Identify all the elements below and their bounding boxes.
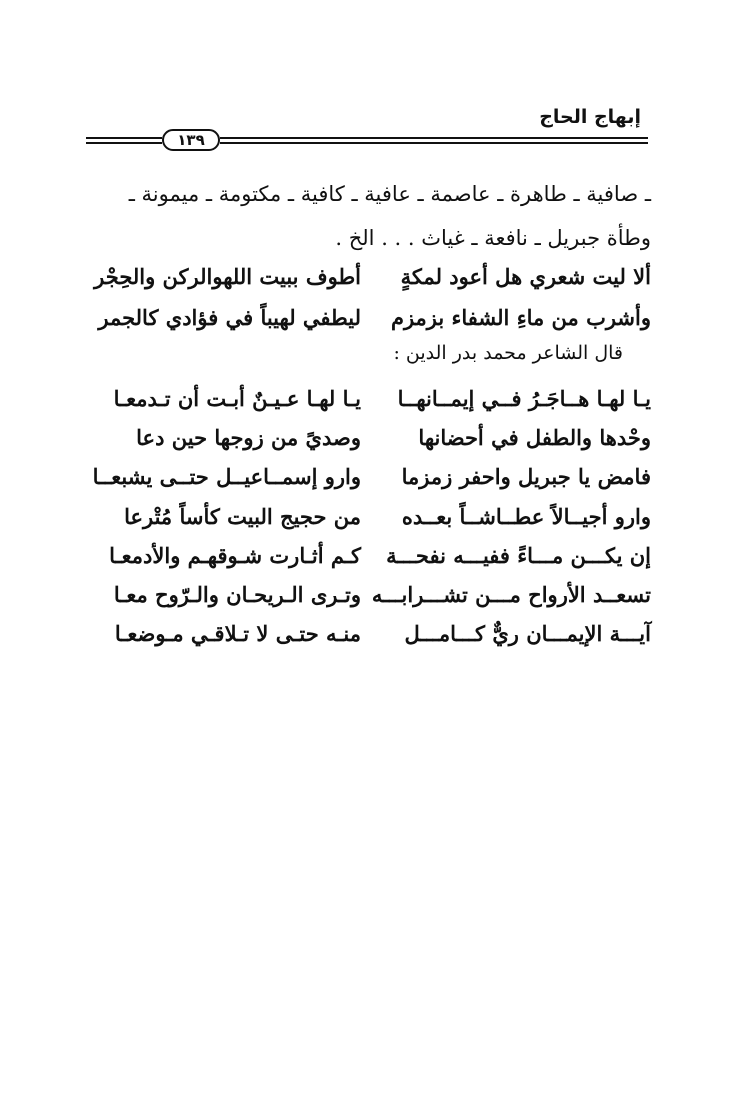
verse-row [85,457,651,497]
verse-row [85,418,651,458]
header-rule-line [86,142,162,144]
prose-line: ـ صافية ـ طاهرة ـ عاصمة ـ عافية ـ كافية ـ مكتومة ـ ميمونة ـ [128,182,651,206]
verse-second-hemistich: وارو إسمــاعيــل حتــى يشبعــا [92,464,361,489]
verse-first-hemistich: يـا لهـا هــاجَـرُ فــي إيمــانهــا [397,386,651,411]
verse-row [85,575,651,615]
page-number: ١٣٩ [162,129,220,151]
header-rule-line [220,142,648,144]
prose-line: وطأة جبريل ـ نافعة ـ غياث . . . الخ . [335,226,651,250]
verse-row [85,298,651,338]
verse-second-hemistich: من حجيج البيت كأساً مُتْرعا [124,504,361,529]
running-title: إبهاج الحاج [539,106,641,128]
verse-second-hemistich: يـا لهـا عـيـنٌ أبـت أن تـدمعـا [113,386,361,411]
verse-second-hemistich: كـم أثـارت شـوقهـم والأدمعـا [109,543,361,568]
verse-row [85,257,651,297]
verse-first-hemistich: تسعــد الأرواح مـــن تشـــرابـــه [371,582,651,607]
verse-first-hemistich: وارو أجيــالاً عطــاشــاً بعــده [401,504,651,529]
verse-second-hemistich: منـه حتـى لا تـلاقـي مـوضعـا [114,621,361,646]
verse-first-hemistich: آيـــة الإيمـــان ريٌّ كـــامـــل [404,621,651,646]
header-rule [86,131,648,155]
verse-first-hemistich: فامض يا جبريل واحفر زمزما [401,464,651,489]
verse-row [85,497,651,537]
verse-first-hemistich: ألا ليت شعري هل أعود لمكةٍ [400,264,651,289]
poet-attribution: قال الشاعر محمد بدر الدين : [393,342,623,364]
verse-first-hemistich: إن يكـــن مـــاءً ففيـــه نفحـــة [386,543,651,568]
verse-second-hemistich: أطوف ببيت اللهوالركن والحِجْر [94,264,361,289]
verse-second-hemistich: وتـرى الـريحـان والـرّوح معـا [113,582,361,607]
verse-second-hemistich: وصديً من زوجها حين دعا [136,425,361,450]
verse-second-hemistich: ليطفي لهيباً في فؤادي كالجمر [98,305,361,330]
verse-first-hemistich: وحْدها والطفل في أحضانها [418,425,651,450]
verse-row [85,536,651,576]
header-rule-line [86,137,162,139]
verse-first-hemistich: وأشرب من ماءِ الشفاء بزمزم [390,305,651,330]
verse-row [85,614,651,654]
verse-row [85,379,651,419]
header-rule-line [220,137,648,139]
